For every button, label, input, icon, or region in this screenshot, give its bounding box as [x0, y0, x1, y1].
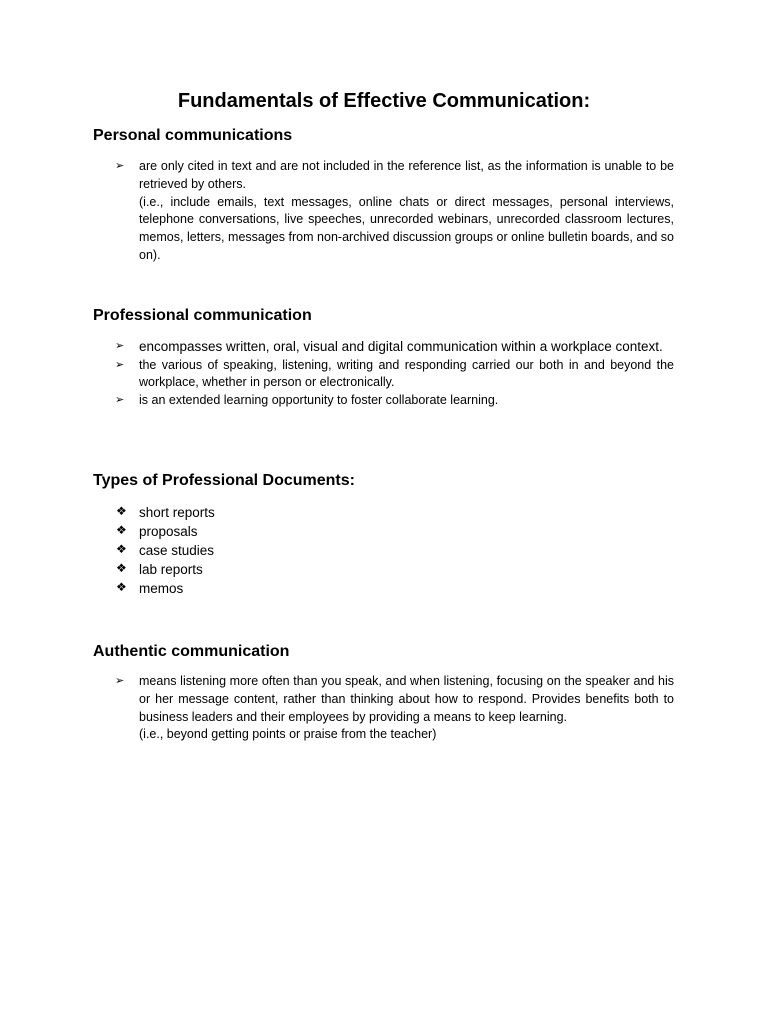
bullet-text: encompasses written, oral, visual and digital communication within a workplace context. — [139, 339, 663, 354]
personal-communications-list — [93, 158, 674, 265]
arrow-bullet-icon: ➢ — [115, 160, 125, 172]
professional-communication-list — [93, 338, 674, 410]
document-types-list — [93, 503, 674, 598]
bullet-subtext: (i.e., include emails, text messages, online chats or direct messages, personal interviews, telephone conversations, live speeches, unrecorded webinars, unrecorded classroom lectures, memos, letters, messages from non-archived discussion groups or online bulletin boards, and so on). — [139, 194, 674, 262]
diamond-bullet-icon: ❖ — [116, 504, 127, 518]
list-item — [93, 541, 674, 560]
arrow-bullet-icon: ➢ — [115, 394, 125, 407]
bullet-text: means listening more often than you speak, and when listening, focusing on the speaker and his or her message content, rather than thinking about how to respond. Provides benefits both to business leaders and their employees by providing a means to keep learning. — [139, 674, 674, 724]
list-item — [93, 673, 674, 744]
list-item — [93, 560, 674, 579]
diamond-bullet-icon: ❖ — [116, 542, 127, 556]
heading-professional-communication: Professional communication — [93, 307, 312, 324]
document-type-label: case studies — [139, 543, 215, 558]
list-item — [93, 158, 674, 265]
list-item — [93, 338, 674, 357]
diamond-bullet-icon: ❖ — [116, 523, 127, 537]
bullet-text: the various of speaking, listening, writing and responding carried our both in and beyond the workplace, whether in person or electronically. — [139, 357, 674, 390]
heading-authentic-communication: Authentic communication — [93, 643, 290, 660]
authentic-communication-list — [93, 673, 674, 744]
heading-types-of-professional-documents: Types of Professional Documents: — [93, 472, 355, 489]
bullet-text: is an extended learning opportunity to foster collaborate learning. — [139, 393, 499, 408]
diamond-bullet-icon: ❖ — [116, 561, 127, 575]
document-type-label: short reports — [139, 505, 215, 520]
document-type-label: proposals — [139, 524, 198, 539]
list-item — [93, 357, 674, 393]
heading-personal-communications: Personal communications — [93, 127, 293, 144]
bullet-subtext: (i.e., beyond getting points or praise from the teacher) — [139, 727, 437, 742]
diamond-bullet-icon: ❖ — [116, 580, 127, 594]
document-type-label: lab reports — [139, 562, 203, 577]
document-type-label: memos — [139, 581, 184, 596]
list-item — [93, 579, 674, 598]
list-item — [93, 522, 674, 541]
document-title: Fundamentals of Effective Communication: — [177, 90, 591, 112]
arrow-bullet-icon: ➢ — [115, 358, 125, 371]
list-item — [93, 392, 674, 410]
bullet-text: are only cited in text and are not included in the reference list, as the information is unable to be retrieved by others. — [139, 159, 674, 191]
list-item — [93, 503, 674, 522]
arrow-bullet-icon: ➢ — [115, 675, 125, 687]
arrow-bullet-icon: ➢ — [115, 340, 125, 352]
